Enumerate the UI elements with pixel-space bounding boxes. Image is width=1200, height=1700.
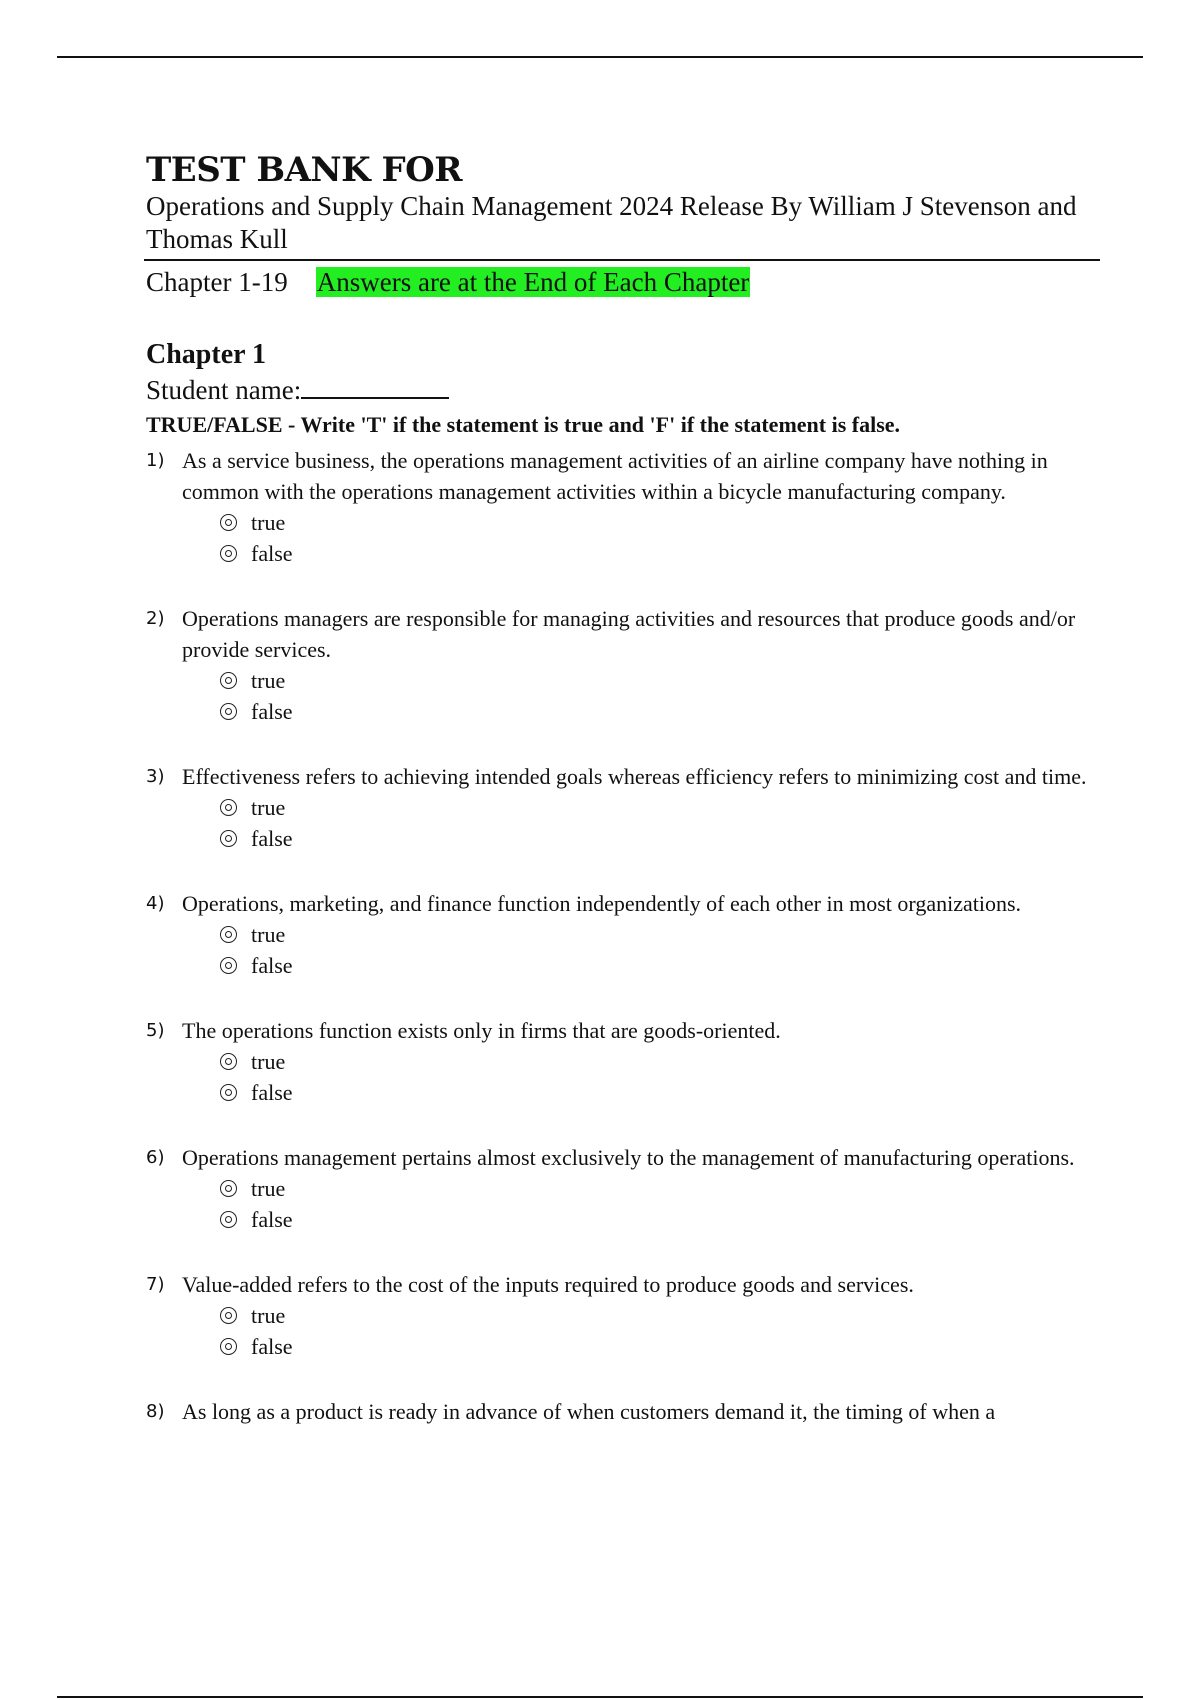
question-row (146, 1269, 1096, 1300)
answer-option-true[interactable] (220, 1173, 1096, 1204)
question-item (146, 603, 1096, 727)
answer-option-label: false (251, 953, 293, 978)
answer-option-false[interactable] (220, 1077, 1096, 1108)
bottom-rule (57, 1696, 1143, 1698)
answer-option-label: false (251, 1334, 293, 1359)
radio-dot-icon (225, 708, 232, 715)
question-text: As a service business, the operations management activities of an airline company have nothing in common with the operations management activities within a bicycle manufacturing company. (182, 448, 1048, 504)
radio-icon[interactable] (220, 830, 237, 847)
answer-option-label: false (251, 826, 293, 851)
question-text: Value-added refers to the cost of the inputs required to produce goods and services. (182, 1272, 914, 1297)
student-name-field[interactable] (301, 375, 449, 399)
question-number: 2) (146, 608, 165, 629)
answer-option-true[interactable] (220, 919, 1096, 950)
question-item (146, 1015, 1096, 1108)
answer-option-false[interactable] (220, 823, 1096, 854)
top-rule (57, 56, 1143, 58)
question-item (146, 761, 1096, 854)
question-row (146, 1142, 1096, 1173)
answer-option-true[interactable] (220, 507, 1096, 538)
student-name-label: Student name: (146, 375, 302, 405)
answer-option-true[interactable] (220, 792, 1096, 823)
question-text: Operations managers are responsible for managing activities and resources that produce goods and/or provide services. (182, 606, 1076, 662)
answers-note: Answers are at the End of Each Chapter (316, 267, 750, 297)
document-title: TEST BANK FOR (146, 150, 463, 190)
radio-dot-icon (225, 931, 232, 938)
radio-dot-icon (225, 962, 232, 969)
answer-option-label: true (251, 1049, 286, 1074)
question-item (146, 1269, 1096, 1362)
radio-icon[interactable] (220, 1180, 237, 1197)
page-content (146, 150, 1096, 1427)
radio-dot-icon (225, 677, 232, 684)
radio-icon[interactable] (220, 672, 237, 689)
question-item (146, 1142, 1096, 1235)
radio-dot-icon (225, 835, 232, 842)
answer-option-label: false (251, 541, 293, 566)
radio-icon[interactable] (220, 1053, 237, 1070)
radio-icon[interactable] (220, 1084, 237, 1101)
question-text: Operations management pertains almost exclusively to the management of manufacturing operations. (182, 1145, 1075, 1170)
answer-option-label: false (251, 1207, 293, 1232)
radio-icon[interactable] (220, 799, 237, 816)
answer-option-true[interactable] (220, 1046, 1096, 1077)
radio-dot-icon (225, 1312, 232, 1319)
answer-option-label: true (251, 795, 286, 820)
radio-dot-icon (225, 1185, 232, 1192)
answer-option-false[interactable] (220, 696, 1096, 727)
answer-option-true[interactable] (220, 665, 1096, 696)
radio-icon[interactable] (220, 926, 237, 943)
answer-option-false[interactable] (220, 950, 1096, 981)
subtitle-rule (144, 259, 1100, 261)
answer-option-false[interactable] (220, 1204, 1096, 1235)
chapter-heading: Chapter 1 (146, 339, 267, 370)
answer-option-true[interactable] (220, 1300, 1096, 1331)
question-text: Effectiveness refers to achieving intended goals whereas efficiency refers to minimizing cost and time. (182, 764, 1087, 789)
question-number: 8) (146, 1401, 165, 1422)
question-text: The operations function exists only in firms that are goods-oriented. (182, 1018, 781, 1043)
question-item (146, 1396, 1096, 1427)
radio-dot-icon (225, 519, 232, 526)
radio-icon[interactable] (220, 1338, 237, 1355)
radio-dot-icon (225, 1216, 232, 1223)
chapter-range-line (146, 265, 1096, 299)
radio-icon[interactable] (220, 957, 237, 974)
radio-dot-icon (225, 1089, 232, 1096)
answer-option-label: false (251, 1080, 293, 1105)
radio-dot-icon (225, 1343, 232, 1350)
radio-dot-icon (225, 550, 232, 557)
radio-dot-icon (225, 804, 232, 811)
answer-option-label: true (251, 922, 286, 947)
question-row (146, 1396, 1096, 1427)
radio-icon[interactable] (220, 514, 237, 531)
question-list (146, 445, 1096, 1427)
question-item (146, 445, 1096, 569)
student-name-line (146, 373, 1096, 407)
radio-icon[interactable] (220, 703, 237, 720)
answer-option-label: true (251, 1176, 286, 1201)
instructions: TRUE/FALSE - Write 'T' if the statement is true and 'F' if the statement is false. (146, 412, 901, 437)
radio-dot-icon (225, 1058, 232, 1065)
radio-icon[interactable] (220, 1307, 237, 1324)
radio-icon[interactable] (220, 545, 237, 562)
question-text: Operations, marketing, and finance function independently of each other in most organizations. (182, 891, 1022, 916)
question-number: 7) (146, 1274, 165, 1295)
question-row (146, 445, 1096, 507)
document-subtitle: Operations and Supply Chain Management 2024 Release By William J Stevenson and Thomas Kull (146, 191, 1077, 254)
answer-option-label: false (251, 699, 293, 724)
answer-option-false[interactable] (220, 1331, 1096, 1362)
question-row (146, 888, 1096, 919)
answer-option-label: true (251, 510, 286, 535)
question-number: 1) (146, 450, 165, 471)
question-row (146, 603, 1096, 665)
question-row (146, 1015, 1096, 1046)
answer-option-label: true (251, 668, 286, 693)
question-number: 3) (146, 766, 165, 787)
question-text: As long as a product is ready in advance of when customers demand it, the timing of when a (182, 1399, 996, 1424)
question-number: 6) (146, 1147, 165, 1168)
answer-option-label: true (251, 1303, 286, 1328)
answer-option-false[interactable] (220, 538, 1096, 569)
question-number: 5) (146, 1020, 165, 1041)
question-row (146, 761, 1096, 792)
chapter-range: Chapter 1-19 (146, 267, 288, 297)
radio-icon[interactable] (220, 1211, 237, 1228)
question-item (146, 888, 1096, 981)
question-number: 4) (146, 893, 165, 914)
